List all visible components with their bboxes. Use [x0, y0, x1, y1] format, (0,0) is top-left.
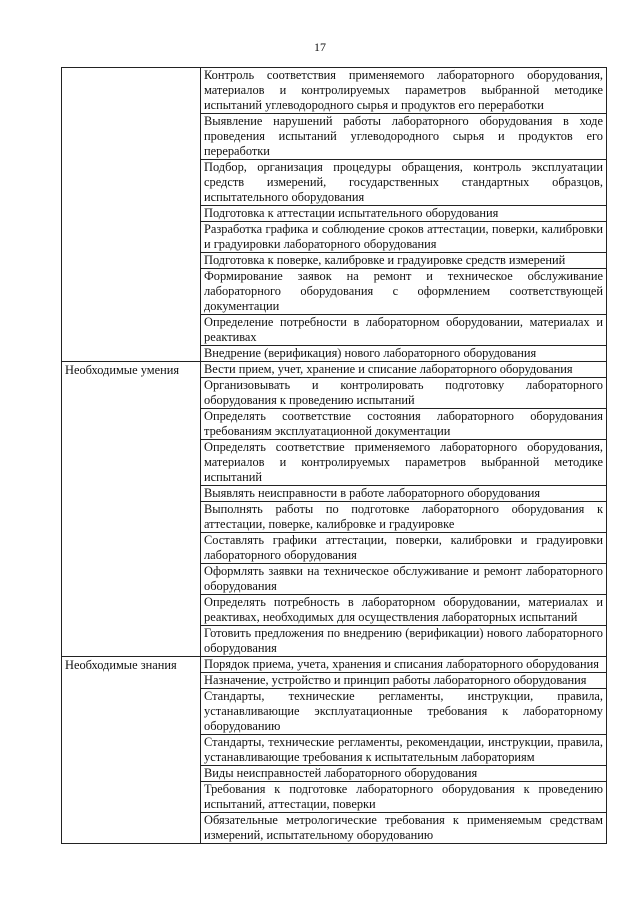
section-label: [65, 68, 197, 69]
section-label: Необходимые знания: [65, 658, 177, 672]
section-item: Подбор, организация процедуры обращения, контроль эксплуатации средств измерений, государственных стандартных образцов, испытательного оборудования: [201, 160, 607, 206]
section-label-cell: [62, 362, 201, 657]
section-item: Виды неисправностей лабораторного оборудования: [201, 766, 607, 782]
section-item: Внедрение (верификация) нового лабораторного оборудования: [201, 346, 607, 362]
section-item: Подготовка к аттестации испытательного оборудования: [201, 206, 607, 222]
section-item: Разработка графика и соблюдение сроков аттестации, поверки, калибровки и градуировки лабораторного оборудования: [201, 222, 607, 253]
section-label: Необходимые умения: [65, 363, 180, 377]
section-item: Определять потребность в лабораторном оборудовании, материалах и реактивах, необходимых для осуществления лабораторных испытаний: [201, 595, 607, 626]
section-item: Контроль соответствия применяемого лабораторного оборудования, материалов и контролируемых параметров выбранной методике испытаний углеводородного сырья и продуктов его переработки: [201, 68, 607, 114]
section-label-cell: [62, 657, 201, 844]
table-body: [62, 68, 607, 844]
section-item: Определять соответствие состояния лабораторного оборудования требованиям эксплуатационной документации: [201, 409, 607, 440]
requirements-table: [61, 67, 607, 844]
section-item: Стандарты, технические регламенты, инструкции, правила, устанавливающие эксплуатационные требования к лабораторному оборудованию: [201, 689, 607, 735]
table-row: [62, 657, 607, 673]
section-item: Вести прием, учет, хранение и списание лабораторного оборудования: [201, 362, 607, 378]
section-item: Определять соответствие применяемого лабораторного оборудования, материалов и контролируемых параметров выбранной методике испытаний: [201, 440, 607, 486]
section-item: Выявлять неисправности в работе лабораторного оборудования: [201, 486, 607, 502]
table-row: [62, 68, 607, 114]
section-item: Назначение, устройство и принцип работы лабораторного оборудования: [201, 673, 607, 689]
section-label-cell: [62, 68, 201, 362]
section-item: Требования к подготовке лабораторного оборудования к проведению испытаний, аттестации, поверки: [201, 782, 607, 813]
section-item: Стандарты, технические регламенты, рекомендации, инструкции, правила, устанавливающие требования к испытательным лабораториям: [201, 735, 607, 766]
section-item: Выявление нарушений работы лабораторного оборудования в ходе проведения испытаний углеводородного сырья и продуктов его переработки: [201, 114, 607, 160]
table-row: [62, 362, 607, 378]
section-item: Составлять графики аттестации, поверки, калибровки и градуировки лабораторного оборудования: [201, 533, 607, 564]
section-item: Формирование заявок на ремонт и техническое обслуживание лабораторного оборудования с оформлением соответствующей документации: [201, 269, 607, 315]
section-item: Обязательные метрологические требования к применяемым средствам измерений, испытательному оборудованию: [201, 813, 607, 844]
section-item: Готовить предложения по внедрению (верификации) нового лабораторного оборудования: [201, 626, 607, 657]
section-item: Организовывать и контролировать подготовку лабораторного оборудования к проведению испытаний: [201, 378, 607, 409]
section-item: Порядок приема, учета, хранения и списания лабораторного оборудования: [201, 657, 607, 673]
page-number: 17: [314, 40, 326, 54]
section-item: Определение потребности в лабораторном оборудовании, материалах и реактивах: [201, 315, 607, 346]
section-item: Выполнять работы по подготовке лабораторного оборудования к аттестации, поверке, калибровке и градуировке: [201, 502, 607, 533]
section-item: Подготовка к поверке, калибровке и градуировке средств измерений: [201, 253, 607, 269]
section-item: Оформлять заявки на техническое обслуживание и ремонт лабораторного оборудования: [201, 564, 607, 595]
